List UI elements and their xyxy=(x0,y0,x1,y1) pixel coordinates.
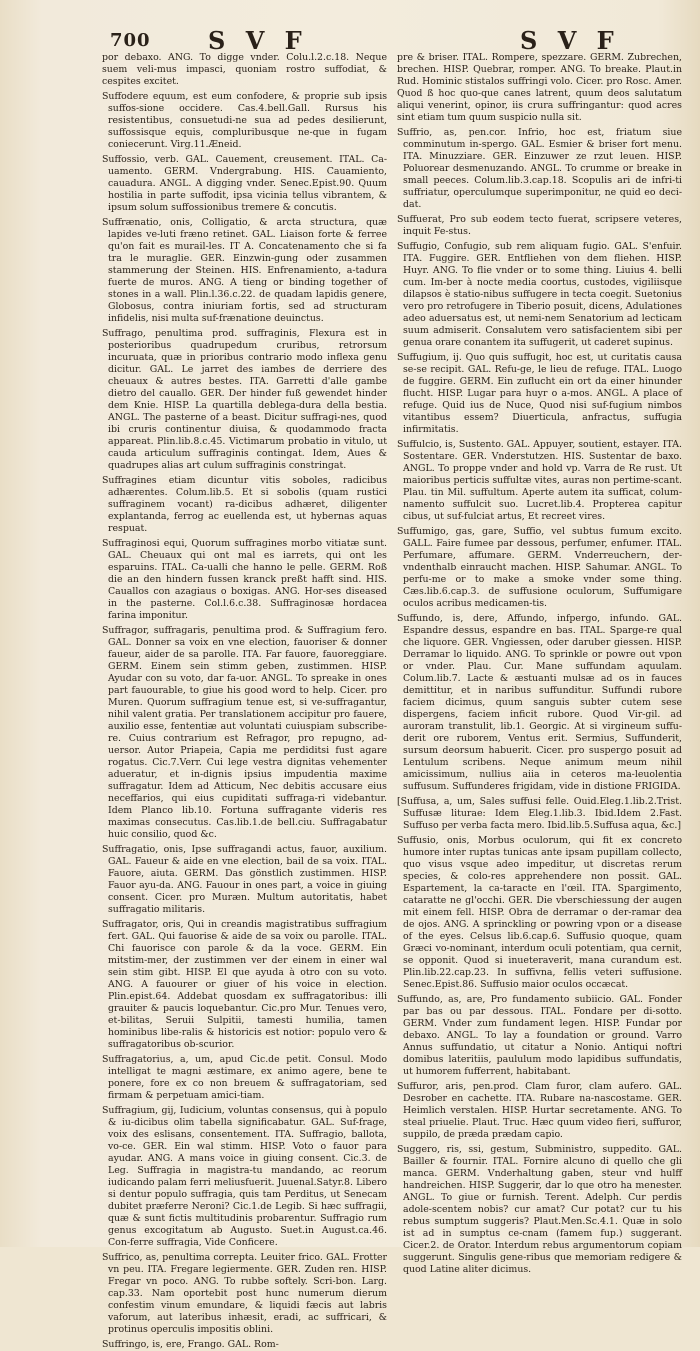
dictionary-entry: Suffuerat, Pro sub eodem tecto fuerat, scripsere veteres, inquit Fe-stus. xyxy=(397,214,682,237)
dictionary-entry: pre & briser. ITAL. Rompere, spezzare. GERM. Zubrechen, brechen. HISP. Quebrar, romper. ANG. To breake. Plaut.in Rud. Hominic stistalos suffringi volo. Cicer. pro Rosc. Amer. Quod ß hoc quo-que canes latrent, quum deos salutatum aliqui venerint, opinor, iis crura suffringantur: quod acres sint etiam tum quum suspicio nulla sit. xyxy=(397,52,682,123)
dictionary-entry: Suffragatio, onis, Ipse suffragandi actus, fauor, auxilium. GAL. Faueur & aide en vne election, bail de sa voix. ITAL. Fauore, aiuta. GERM. Das gönstlich zustimmen. HISP. Fauor ayu-da. ANG. Fauour in ones part, a voice in giuing consent. Cicer. pro Muræn. Multum autoritatis, habet suffragatio militaris. xyxy=(102,844,387,915)
dictionary-entry: Suffossio, verb. GAL. Cauement, creusement. ITAL. Ca-uamento. GERM. Vndergrabung. HIS. Cauamiento, cauadura. ANGL. A digging vnder. Senec.Epist.90. Quum hostilia in parte suffodit, ipsa vicinia tellus vibrantem, & ipsum solum suffossionibus tremere & concutis. xyxy=(102,154,387,213)
dictionary-entry: Suggero, ris, ssi, gestum, Subministro, suppedito. GAL. Bailler & fournir. ITAL. Fornire alcuno di quello che gli manca. GERM. Vnderhaltung gaben, steur vnd hulff handreichen. HISP. Suggerir, dar lo que otro ha menester. ANGL. To giue or furnish. Terent. Adelph. Cur perdis adole-scentem nobis? cur amat? Cur potat? cur tu his rebus sumptum suggeris? Plaut.Men.Sc.4.1. Quæ in solo ist ad in sumptus ce-cnam (famem fup.) suggerant. Cicer.2. de Orator. Interdum rebus argumentorum copiam suggerunt. Singulis gene-ribus que memoriam redigere & quod Latine aliter dicimus. xyxy=(397,1144,682,1275)
dictionary-entry: Suffumigo, gas, gare, Suffio, vel subtus fumum excito. GALL. Faire fumee par dessous, perfumer, enfumer. ITAL. Perfumare, affumare. GERM. Vnderreuchern, der-vndenthalb einraucht machen. HISP. Sahumar. ANGL. To perfu-me or to make a smoke vnder some thing. Cæs.lib.6.cap.3. de suffusione oculorum, Suffumigare oculos acribus medicamen-tis. xyxy=(397,526,682,609)
page-number: 700 xyxy=(110,30,151,51)
dictionary-entry: Suffragines etiam dicuntur vitis soboles, radicibus adhærentes. Colum.lib.5. Et si sobolis (quam rustici suffraginem vocant) ra-dicibus adhæret, diligenter explantanda, ferrog ac euellenda est, ut hybernas aquas respuat. xyxy=(102,475,387,534)
dictionary-entry: por debaxo. ANG. To digge vnder. Colu.l.2.c.18. Neque suem veli-mus impasci, quoniam rostro suffodiat, & cespites excitet. xyxy=(102,52,387,87)
dictionary-entry: Suffugio, Confugio, sub rem aliquam fugio. GAL. S'enfuir. ITA. Fuggire. GER. Entfliehen von dem fliehen. HISP. Huyr. ANG. To flie vnder or to some thing. Liuius 4. belli cum. Im-ber à nocte media coortus, custodes, vigiliisque dilapsos è statio-nibus suffugere in tecta coegit. Suetonius vero pro retrofugere in Tiberio posuit, dicens, Adulationes adeo aduersatus est, ut nemi-nem Senatorium ad lecticam suum admiserit. Consalutem vero satisfacientem sibi per genua orare conantem ita suffugerit, ut caderet supinus. xyxy=(397,241,682,348)
left-column xyxy=(102,52,387,1350)
dictionary-entry: Suffragator, oris, Qui in creandis magistratibus suffragium fert. GAL. Qui fauorise & aide de sa voix ou parolle. ITAL. Chi fauorisce con parole & da la voce. GERM. Ein mitstim-mer, der zustimmen ver der einem in einer wal sein stim gibt. HISP. El que ayuda à otro con su voto. ANG. A fauourer or giuer of his voice in election. Plin.epist.64. Addebat quosdam ex suffragatoribus: illi grauiter & paucis loquebantur. Cic.pro Mur. Tenues vero, et-bilitas, Seruii Sulpitii, tamesti humilia, tamen hominibus libe-ralis & historicis est notior: populo vero & suffragatoribus ob-scurior. xyxy=(102,919,387,1050)
dictionary-entry: Suffugium, ij. Quo quis suffugit, hoc est, ut curitatis causa se-se recipit. GAL. Refu-ge, le lieu de refuge. ITAL. Luogo de fuggire. GERM. Ein zuflucht ein ort da einer hinunder flucht. HISP. Lugar para huyr o a-mos. ANGL. A place of refuge. Quid ius de Nuce, Quod nisi suf-fugium nimbos vitantibus essem? Diuerticula, anfractus, suffugia infirmitatis. xyxy=(397,352,682,435)
running-head-right: S V F xyxy=(520,26,620,55)
dictionary-entry: Suffulcio, is, Sustento. GAL. Appuyer, soutient, estayer. ITA. Sostentare. GER. Vnderstutzen. HIS. Sustentar de baxo. ANGL. To proppe vnder and hold vp. Varra de Re rust. Ut maioribus perticis suffultæ vites, auras non pertime-scant. Plau. tin Mil. suffultum. Aperte autem ita sufficat, colum-namento suffulcit suo. Lucret.lib.4. Propterea capitur cibus, ut suf-fulciat artus, Et recreet vires. xyxy=(397,439,682,522)
right-column xyxy=(397,52,682,1275)
dictionary-entry: Suffraginosi equi, Quorum suffragines morbo vitiatæ sunt. GAL. Cheuaux qui ont mal es iarrets, qui ont les esparuins. ITAL. Ca-ualli che hanno le pelle. GERM. Roß die an den hindern fussen kranck preßt hafft sind. HIS. Cauallos con azagiaus o boxigas. ANG. Hor-ses diseased in the pasterne. Col.l.6.c.38. Suffraginosæ hordacea farina imponitur. xyxy=(102,538,387,621)
dictionary-entry: Suffrico, as, penultima correpta. Leuiter frico. GAL. Frotter vn peu. ITA. Fregare legiermente. GER. Zuden ren. HISP. Fregar vn poco. ANG. To rubbe softely. Scri-bon. Larg. cap.33. Nam oportebit post hunc numerum dierum confestim vinum emundare, & liquidi fæcis aut labris vaforum, aut lateribus inhæsit, eradi, ac suffricari, & protinus operculis impositis oblini. xyxy=(102,1252,387,1335)
dictionary-entry: Suffundo, as, are, Pro fundamento subiicio. GAL. Fonder par bas ou par dessous. ITAL. Fondare per di-sotto. GERM. Vnder zum fundament legen. HISP. Fundar por debaxo. ANGL. To lay a foundation or ground. Varro Annus suffundatio, ut citatur a Nonio. Antiqui noftri domibus lateritiis, paululum modo lapidibus suffundatis, ut humorem fufferrent, habitabant. xyxy=(397,994,682,1077)
dictionary-entry: Suffrio, as, pen.cor. Infrio, hoc est, friatum siue comminutum in-spergo. GAL. Esmier & briser fort menu. ITA. Minuzziare. GER. Einzuwer ze rzut leuen. HISP. Poluorear desmenuzando. ANGL. To crumme or breake in small peeces. Colum.lib.3.cap.18. Scopulis ari de infri-ti suffriatur, operculumque superimponitur, ne quid eo deci-dat. xyxy=(397,127,682,210)
dictionary-entry: Suffuror, aris, pen.prod. Clam furor, clam aufero. GAL. Desrober en cachette. ITA. Rubare na-nascostame. GER. Heimlich verstalen. HISP. Hurtar secretamente. ANG. To steal priuelie. Plaut. Truc. Hæc quum video fieri, suffuror, suppilo, de præda prædam capio. xyxy=(397,1081,682,1140)
dictionary-entry: Suffragatorius, a, um, apud Cic.de petit. Consul. Modo intelligat te magni æstimare, ex animo agere, bene te ponere, fore ex co non breuem & suffragatoriam, sed firmam & perpetuam amici-tiam. xyxy=(102,1054,387,1101)
dictionary-entry: Suffragium, gij, Iudicium, voluntas consensus, qui à populo & iu-dicibus olim tabella significabatur. GAL. Suf-frage, voix des eslisans, consentement. ITA. Suffragio, ballota, vo-ce. GER. Ein wal stimm. HISP. Voto o fauor para ayudar. ANG. A mans voice in giuing consent. Cic.3. de Leg. Suffragia in magistra-tu mandando, ac reorum iudicando palam ferri meliusfuerit. Juuenal.Satyr.8. Libero si dentur populo suffragia, quis tam Perditus, ut Senecam dubitet præferre Neroni? Cic.1.de Legib. Si hæc suffragii, quæ & sunt fictis multitudinis probarentur. Suffragio rum genus excogitatum ab Augusto. Suet.in August.ca.46. Con-ferre suffragia, Vide Conficere. xyxy=(102,1105,387,1248)
dictionary-entry: Suffodere equum, est eum confodere, & proprie sub ipsis suffos-sione occidere. Cas.4.bell.Gall. Rursus his resistentibus, consuetudi-ne sua ad pedes desilierunt, suffossisque equis, compluribusque ne-que in fugam coniecerunt. Virg.11.Æneid. xyxy=(102,91,387,150)
page-header xyxy=(0,0,700,55)
dictionary-entry: Suffrænatio, onis, Colligatio, & arcta structura, quæ lapides ve-luti fræno retinet. GAL. Liaison forte & ferree qu'on fait es murail-les. IT A. Concatenamento che si fa tra le muraglie. GER. Einzwin-gung oder zusammen stammerung der Steinen. HIS. Enfrenamiento, a-tadura fuerte de muros. ANG. A tieng or binding together of stones in a wall. Plin.l.36.c.22. de quadam lapidis genere, Globosus, contra iniuriam fortis, sed ad structuram infidelis, nisi multa suf-frænatione deuinctus. xyxy=(102,217,387,324)
text-columns xyxy=(102,52,682,1350)
dictionary-entry: Suffundo, is, dere, Affundo, infpergo, infundo. GAL. Espandre dessus, espandre en bas. ITAL. Sparge-re qual che liquore. GER. Vngiessen, oder daruber giessen. HISP. Derramar lo liquido. ANG. To sprinkle or powre out vpon or vnder. Plau. Cur. Mane suffundam aquulam. Colum.lib.7. Lacte & æstuanti mulsæ ad os in fauces demittitur, et in naribus suffunditur. Suffundi rubore faciem dicimus, quum sanguis subter cutem sese dispergens, faciem inficit rubore. Quod Vir-gil. ad auroram transtulit, lib.1. Georgic. At si virgineum suffu-derit ore ruborem, Ventus erit. Sermius, Suffunderit, sursum deorsum habuerit. Cicer. pro suspergo posuit ad Lentulum scribens. Neque animum meum nihil amicissimum, nullius aiia in ceteros ma-leuolentia suffusum. Suffunderes frigidam, vide in distione FRIGIDA. xyxy=(397,613,682,792)
dictionary-entry: Suffrago, penultima prod. suffraginis, Flexura est in posterioribus quadrupedum cruribus, retrorsum incuruata, quæ in prioribus contrario modo inflexa genu dicitur. GAL. Le jarret des iambes de derriere des cheuaux & autres bestes. ITA. Garretti d'alle gambe dietro del cauallo. GER. Der hinder fuß gewendet hinder dem Knie. HISP. La quartilla deblega-dura della bestia. ANGL. The pasterne of a beast. Dicitur suffragi-nes, quod ibi cruris continentur diuisa, & quodammodo fracta appareat. Plin.lib.8.c.45. Victimarum probatio in vitulo, ut cauda articulum suffraginis contingat. Idem, Aues & quadrupes alias art culum suffraginis constringat. xyxy=(102,328,387,471)
dictionary-entry: [Suffusa, a, um, Sales suffusi felle. Ouid.Eleg.1.lib.2.Trist. Suffusæ liturae: Idem Eleg.1.lib.3. Ibid.Idem 2.Fast. Suffuso per verba facta mero. Ibid.lib.5.Suffusa aqua, &c.] xyxy=(397,796,682,831)
dictionary-entry: Suffringo, is, ere, Frango. GAL. Rom- xyxy=(102,1339,279,1350)
dictionary-entry: Suffusio, onis, Morbus oculorum, qui fit ex concreto humore inter ruptas tunicas ante ipsam pupillam collecto, quo visus vsque adeo impeditur, ut discretas rerum species, & colo-res apprehendere non possit. GAL. Espartement, la ca-taracte en l'œil. ITA. Spargimento, cataratte ne gl'occhi. GER. Die vberschiessung der augen mit einem fell. HISP. Obra de derramar o der-ramar dea de ojos. ANG. A sprinckling or powring vpon or a disease of the eyes. Celsus lib.6.cap.6. Suffusio quoque, quam Græci vo-nominant, interdum oculi potentiam, qua cernit, se opponit. Quod si inueteraverit, mana curandum est. Plin.lib.22.cap.23. In suffivna, fellis veteri suffusione. Senec.Epist.86. Suffusio maior oculos occæcat. xyxy=(397,835,682,990)
running-head-left: S V F xyxy=(208,26,308,55)
dictionary-entry: Suffragor, suffragaris, penultima prod. & Suffragium fero. GAL. Donner sa voix en vne election, fauoriser & donner faueur, aider de sa parolle. ITA. Far fauore, fauoreggiare. GERM. Einem sein stimm geben, zustimmen. HISP. Ayudar con su voto, dar fa-uor. ANGL. To spreake in ones part fauourable, to giue his good word to help. Cicer. pro Muren. Quorum suffragium tenue est, si ve-suffragantur, nihil valent gratia. Per translationem accipitur pro fauere, auxilio esse, fententiæ aut voluntati cuiuspiam subscribe-re. Cuius contrarium est Refragor, pro repugno, ad-uersor. Autor Priapeia, Capia me perdiditsi fust agare rogatus. Cic.7.Verr. Cui lege vestra dignitas vehementer adueratur, et in-dignis ipsius impudentia maxime suffragatur. Idem ad Atticum, Nec debitis accusare eius neceffarios, qui eius cupiditati suffraga-ri videbantur. Idem Planco lib.10. Fortuna suffragante videris res maximas consecutus. Cas.lib.1.de bell.ciu. Suffragabatur huic consilio, quod &c. xyxy=(102,625,387,840)
